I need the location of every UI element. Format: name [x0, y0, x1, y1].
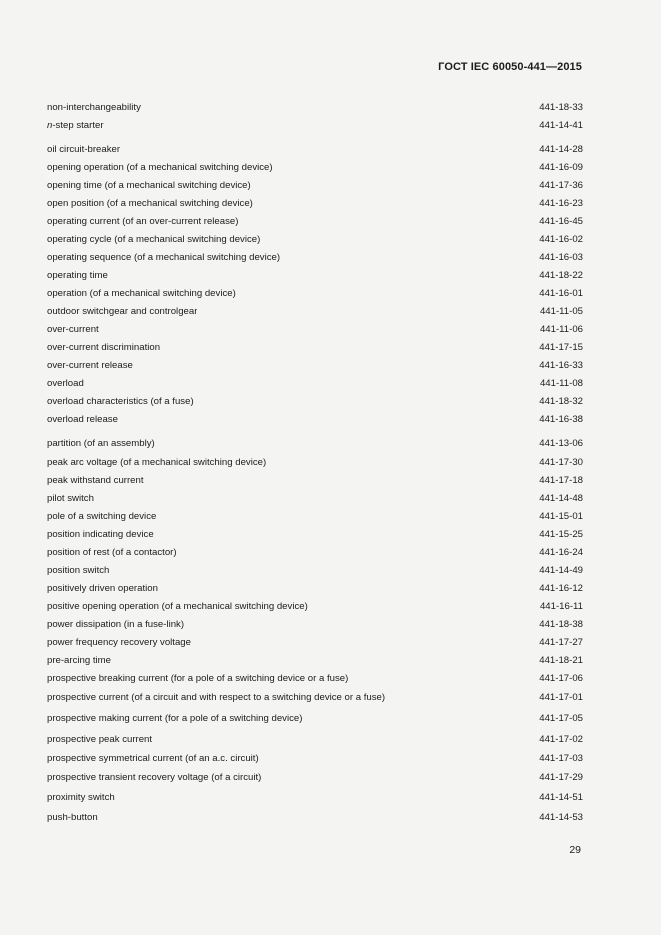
index-term: outdoor switchgear and controlgear	[47, 306, 198, 317]
index-entry	[47, 119, 583, 133]
index-term: oil circuit-breaker	[47, 144, 121, 155]
index-term: open position (of a mechanical switching device)	[47, 198, 253, 209]
index-entry	[47, 101, 583, 115]
index-code: 441-17-01	[539, 692, 583, 703]
index-term: pre-arcing time	[47, 655, 111, 666]
index-code: 441-11-05	[539, 306, 583, 317]
index-code: 441-15-01	[539, 511, 583, 522]
index-term: prospective transient recovery voltage (of a circuit)	[47, 772, 262, 783]
index-entry	[47, 359, 583, 373]
index-code: 441-16-03	[539, 252, 583, 263]
index-term: opening operation (of a mechanical switching device)	[47, 162, 273, 173]
index-code: 441-17-02	[539, 734, 583, 745]
index-code: 441-17-06	[539, 673, 583, 684]
index-code: 441-16-33	[539, 360, 583, 371]
index-term: pole of a switching device	[47, 511, 157, 522]
index-term: prospective peak current	[47, 734, 153, 745]
index-entry	[47, 305, 583, 319]
index-code: 441-14-51	[539, 792, 583, 803]
index-code: 441-18-22	[539, 270, 583, 281]
index-entry	[47, 791, 583, 805]
index-code: 441-15-25	[539, 529, 583, 540]
index-code: 441-18-33	[539, 102, 583, 113]
index-entry	[47, 752, 583, 766]
index-code: 441-18-38	[539, 619, 583, 630]
index-code: 441-16-11	[539, 601, 583, 612]
index-entry	[47, 143, 583, 157]
index-code: 441-14-48	[539, 493, 583, 504]
index-entry	[47, 341, 583, 355]
index-code: 441-17-30	[539, 457, 583, 468]
index-term: proximity switch	[47, 792, 115, 803]
index-entry	[47, 233, 583, 247]
index-code: 441-16-09	[539, 162, 583, 173]
index-entry	[47, 712, 583, 726]
index-term: peak withstand current	[47, 475, 144, 486]
index-term: overload release	[47, 414, 118, 425]
index-term: prospective current (of a circuit and with respect to a switching device or a fuse)	[47, 692, 386, 703]
index-term: pilot switch	[47, 493, 94, 504]
index-code: 441-17-15	[539, 342, 583, 353]
index-term: operating current (of an over-current release)	[47, 216, 239, 227]
index-entry	[47, 733, 583, 747]
index-term: operating sequence (of a mechanical switching device)	[47, 252, 281, 263]
index-code: 441-18-32	[539, 396, 583, 407]
index-entry	[47, 395, 583, 409]
index-code: 441-16-38	[539, 414, 583, 425]
index-code: 441-16-12	[539, 583, 583, 594]
index-entry	[47, 564, 583, 578]
index-term: position indicating device	[47, 529, 154, 540]
index-code: 441-14-28	[539, 144, 583, 155]
index-term: over-current release	[47, 360, 133, 371]
index-term: position switch	[47, 565, 110, 576]
index-entry	[47, 215, 583, 229]
page-number: 29	[569, 844, 581, 856]
index-term: push-button	[47, 812, 98, 823]
index-entry	[47, 654, 583, 668]
index-entry	[47, 377, 583, 391]
index-entry	[47, 600, 583, 614]
index-term: operation (of a mechanical switching device)	[47, 288, 236, 299]
index-entry	[47, 618, 583, 632]
index-term: over-current discrimination	[47, 342, 161, 353]
index-code: 441-16-45	[539, 216, 583, 227]
index-code: 441-14-41	[539, 120, 583, 131]
index-code: 441-11-06	[539, 324, 583, 335]
index-code: 441-16-23	[539, 198, 583, 209]
index-entry	[47, 811, 583, 825]
index-code: 441-17-36	[539, 180, 583, 191]
index-entry	[47, 413, 583, 427]
index-code: 441-14-49	[539, 565, 583, 576]
index-entry	[47, 269, 583, 283]
index-term: prospective making current (for a pole of a switching device)	[47, 713, 303, 724]
index-entry	[47, 251, 583, 265]
index-code: 441-11-08	[539, 378, 583, 389]
index-entry	[47, 437, 583, 451]
index-code: 441-17-27	[539, 637, 583, 648]
index-entry	[47, 510, 583, 524]
index-term: power frequency recovery voltage	[47, 637, 191, 648]
index-code: 441-16-24	[539, 547, 583, 558]
index-term: n-step starter	[47, 120, 104, 131]
index-term: operating time	[47, 270, 108, 281]
index-entry	[47, 528, 583, 542]
index-term: opening time (of a mechanical switching device)	[47, 180, 251, 191]
index-entry	[47, 691, 583, 705]
index-code: 441-17-29	[539, 772, 583, 783]
index-entry	[47, 582, 583, 596]
index-code: 441-17-18	[539, 475, 583, 486]
index-entry	[47, 474, 583, 488]
index-entry	[47, 456, 583, 470]
index-entry	[47, 672, 583, 686]
index-term: prospective breaking current (for a pole of a switching device or a fuse)	[47, 673, 349, 684]
index-entry	[47, 636, 583, 650]
index-code: 441-16-01	[539, 288, 583, 299]
index-term: overload	[47, 378, 84, 389]
index-entry	[47, 197, 583, 211]
index-term: operating cycle (of a mechanical switching device)	[47, 234, 261, 245]
index-entry	[47, 546, 583, 560]
index-term: power dissipation (in a fuse-link)	[47, 619, 185, 630]
index-entry	[47, 323, 583, 337]
index-code: 441-17-03	[539, 753, 583, 764]
index-term: positive opening operation (of a mechanical switching device)	[47, 601, 308, 612]
index-code: 441-16-02	[539, 234, 583, 245]
index-term: partition (of an assembly)	[47, 438, 155, 449]
index-code: 441-17-05	[539, 713, 583, 724]
index-term: positively driven operation	[47, 583, 158, 594]
index-entry	[47, 179, 583, 193]
index-term: overload characteristics (of a fuse)	[47, 396, 194, 407]
index-entry	[47, 492, 583, 506]
index-entry	[47, 161, 583, 175]
document-header: ГОСТ IEC 60050-441—2015	[438, 61, 582, 73]
index-code: 441-14-53	[539, 812, 583, 823]
index-entry	[47, 771, 583, 785]
index-term: prospective symmetrical current (of an a.c. circuit)	[47, 753, 259, 764]
index-term: peak arc voltage (of a mechanical switching device)	[47, 457, 267, 468]
index-term: over-current	[47, 324, 99, 335]
index-code: 441-18-21	[539, 655, 583, 666]
index-entry	[47, 287, 583, 301]
index-code: 441-13-06	[539, 438, 583, 449]
index-term: position of rest (of a contactor)	[47, 547, 177, 558]
index-term: non-interchangeability	[47, 102, 141, 113]
